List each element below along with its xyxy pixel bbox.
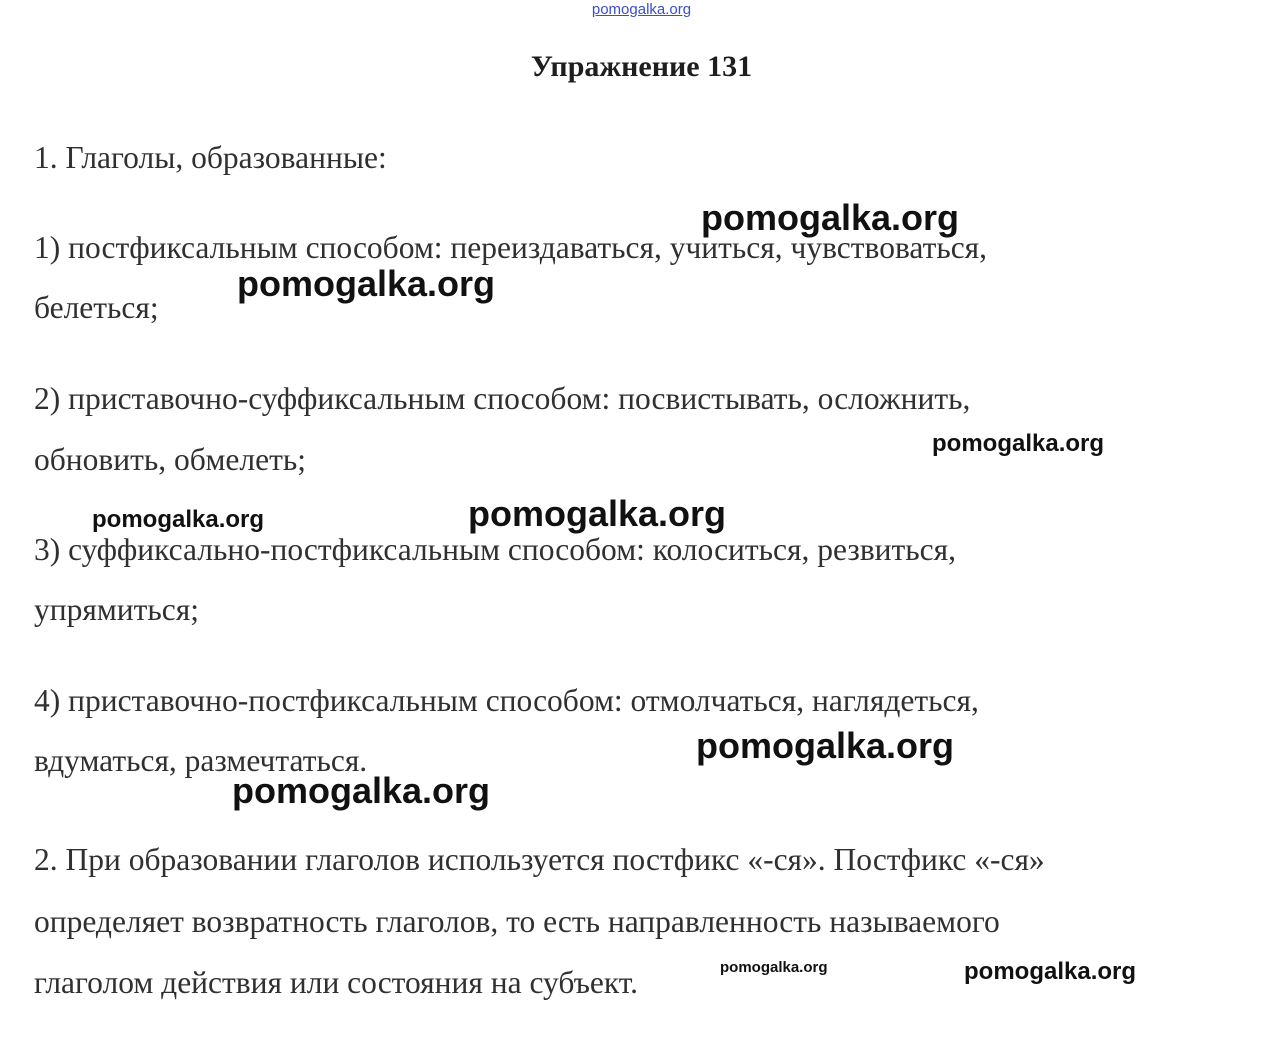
watermark: pomogalka.org	[720, 959, 828, 976]
answer-line: 3) суффиксально-постфиксальным способом: колоситься, резвиться,	[34, 532, 957, 567]
answer-line: упрямиться;	[34, 592, 199, 627]
answer-line: белеться;	[34, 290, 159, 325]
watermark: pomogalka.org	[932, 430, 1105, 457]
site-link[interactable]: pomogalka.org	[591, 1, 692, 18]
answer-line: обновить, обмелеть;	[34, 442, 306, 477]
answer-line: глаголом действия или состояния на субъект.	[34, 965, 639, 1000]
answer-line: 4) приставочно-постфиксальным способом: отмолчаться, наглядеться,	[34, 683, 979, 718]
answer-line: 2. При образовании глаголов используется постфикс «-ся». Постфикс «-ся»	[34, 842, 1045, 877]
watermark: pomogalka.org	[468, 493, 727, 534]
watermark: pomogalka.org	[696, 725, 955, 766]
watermark: pomogalka.org	[701, 197, 960, 238]
exercise-title: Упражнение 131	[530, 50, 753, 83]
answer-line: определяет возвратность глаголов, то есть направленность называемого	[34, 904, 1000, 939]
answer-line: вдуматься, размечтаться.	[34, 743, 368, 778]
answer-line: 2) приставочно-суффиксальным способом: посвистывать, осложнить,	[34, 381, 971, 416]
answer-line: 1. Глаголы, образованные:	[34, 140, 387, 175]
watermark: pomogalka.org	[232, 770, 491, 811]
answer-line: 1) постфиксальным способом: переиздаваться, учиться, чувствоваться,	[34, 230, 988, 265]
watermark: pomogalka.org	[964, 958, 1137, 985]
watermark: pomogalka.org	[92, 506, 265, 533]
watermark: pomogalka.org	[237, 263, 496, 304]
